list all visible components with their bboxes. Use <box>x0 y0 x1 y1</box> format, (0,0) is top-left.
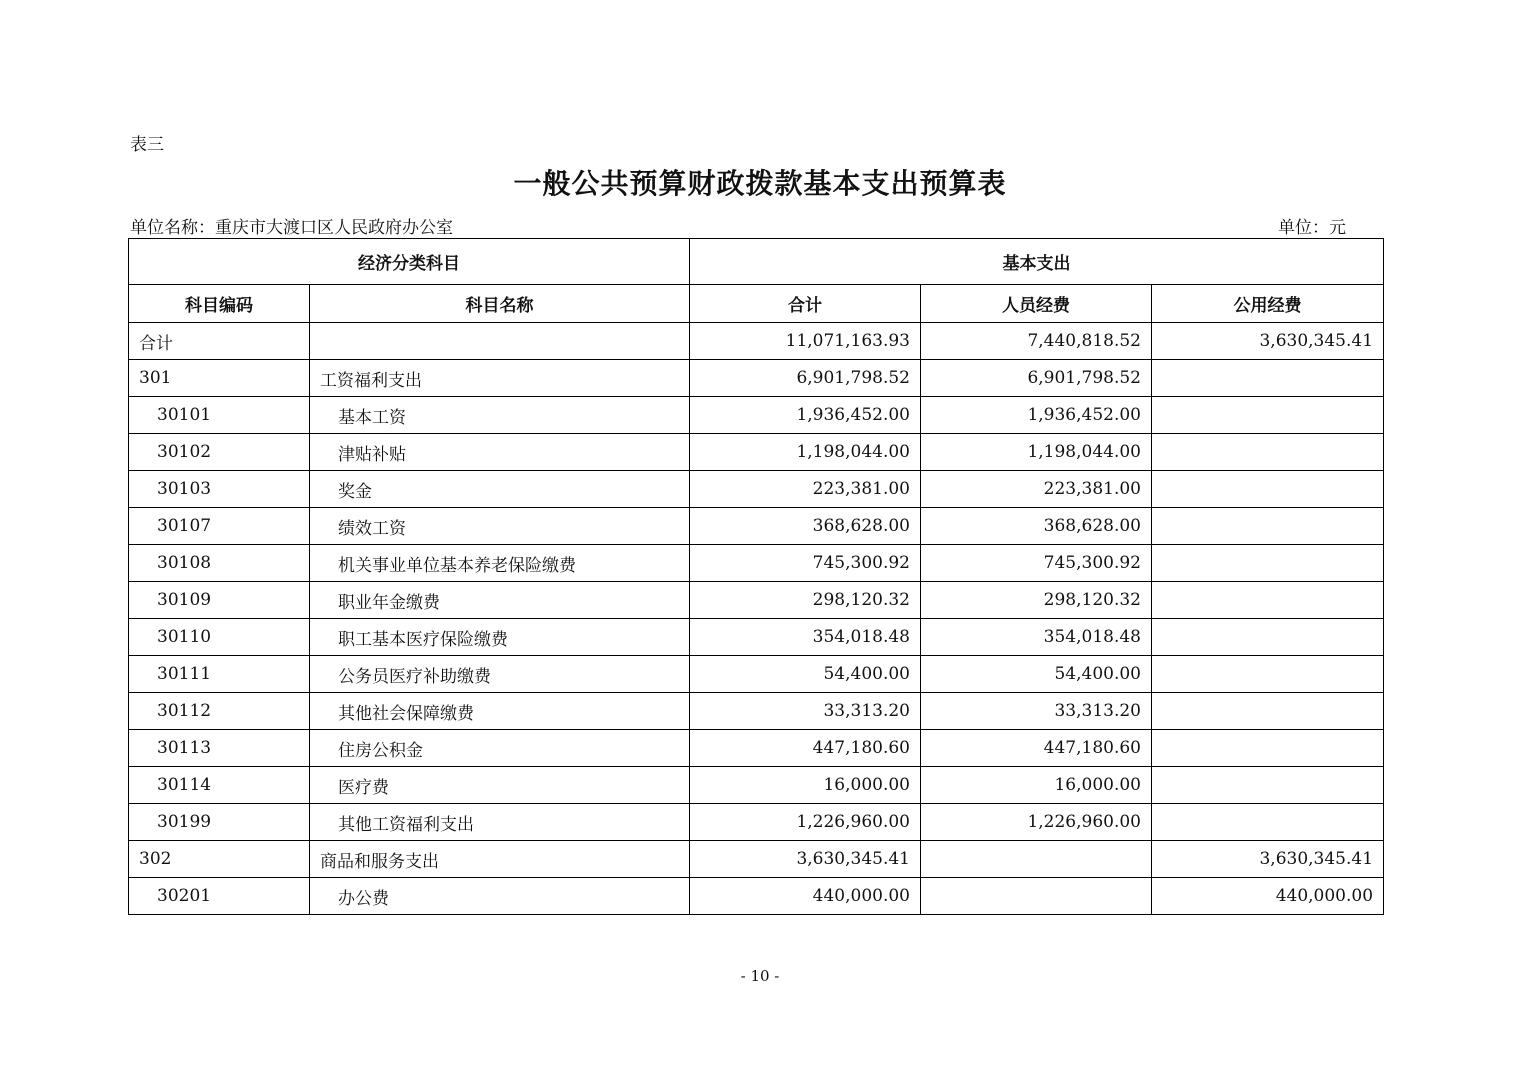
unit-name: 单位名称：重庆市大渡口区人民政府办公室 <box>130 218 453 238</box>
total-cell: 745,300.92 <box>690 545 921 582</box>
table-row <box>129 397 1384 434</box>
table-row <box>129 619 1384 656</box>
public-cell <box>1152 434 1384 471</box>
table-row <box>129 471 1384 508</box>
personnel-cell: 354,018.48 <box>921 619 1152 656</box>
name-cell: 职工基本医疗保险缴费 <box>310 619 690 656</box>
name-cell: 商品和服务支出 <box>310 841 690 878</box>
header-code: 科目编码 <box>129 285 310 323</box>
header-public: 公用经费 <box>1152 285 1384 323</box>
name-cell: 职业年金缴费 <box>310 582 690 619</box>
personnel-cell: 1,198,044.00 <box>921 434 1152 471</box>
code-cell: 301 <box>129 360 310 397</box>
public-cell <box>1152 471 1384 508</box>
total-cell: 447,180.60 <box>690 730 921 767</box>
personnel-cell: 16,000.00 <box>921 767 1152 804</box>
table-row <box>129 656 1384 693</box>
personnel-cell <box>921 841 1152 878</box>
table-row <box>129 767 1384 804</box>
personnel-cell: 298,120.32 <box>921 582 1152 619</box>
personnel-cell: 33,313.20 <box>921 693 1152 730</box>
table-label: 表三 <box>130 135 164 155</box>
code-cell: 30113 <box>129 730 310 767</box>
code-cell: 30199 <box>129 804 310 841</box>
name-cell: 奖金 <box>310 471 690 508</box>
personnel-cell: 447,180.60 <box>921 730 1152 767</box>
budget-table <box>128 238 1384 915</box>
name-cell: 办公费 <box>310 878 690 915</box>
total-cell: 1,226,960.00 <box>690 804 921 841</box>
total-cell: 6,901,798.52 <box>690 360 921 397</box>
table-row <box>129 434 1384 471</box>
public-cell <box>1152 397 1384 434</box>
total-cell: 298,120.32 <box>690 582 921 619</box>
public-cell <box>1152 582 1384 619</box>
public-cell <box>1152 767 1384 804</box>
public-cell <box>1152 693 1384 730</box>
personnel-cell: 745,300.92 <box>921 545 1152 582</box>
total-cell: 1,198,044.00 <box>690 434 921 471</box>
header-basic-expenditure: 基本支出 <box>690 239 1384 285</box>
total-cell: 354,018.48 <box>690 619 921 656</box>
table-row <box>129 545 1384 582</box>
code-cell: 302 <box>129 841 310 878</box>
total-cell: 440,000.00 <box>690 878 921 915</box>
personnel-cell: 54,400.00 <box>921 656 1152 693</box>
table-row <box>129 323 1384 360</box>
personnel-cell <box>921 878 1152 915</box>
public-cell <box>1152 360 1384 397</box>
personnel-cell: 223,381.00 <box>921 471 1152 508</box>
table-row <box>129 730 1384 767</box>
name-cell: 机关事业单位基本养老保险缴费 <box>310 545 690 582</box>
personnel-cell: 368,628.00 <box>921 508 1152 545</box>
table-row <box>129 841 1384 878</box>
header-economic-classification: 经济分类科目 <box>129 239 690 285</box>
total-cell: 54,400.00 <box>690 656 921 693</box>
code-cell: 30102 <box>129 434 310 471</box>
page-title: 一般公共预算财政拨款基本支出预算表 <box>513 167 1007 200</box>
table-row <box>129 582 1384 619</box>
total-cell: 11,071,163.93 <box>690 323 921 360</box>
currency-unit: 单位：元 <box>1278 218 1346 238</box>
header-personnel: 人员经费 <box>921 285 1152 323</box>
name-cell: 住房公积金 <box>310 730 690 767</box>
total-cell: 3,630,345.41 <box>690 841 921 878</box>
public-cell <box>1152 730 1384 767</box>
personnel-cell: 1,226,960.00 <box>921 804 1152 841</box>
name-cell: 津贴补贴 <box>310 434 690 471</box>
public-cell <box>1152 545 1384 582</box>
public-cell: 440,000.00 <box>1152 878 1384 915</box>
table-row <box>129 878 1384 915</box>
code-cell: 30107 <box>129 508 310 545</box>
table-row <box>129 508 1384 545</box>
code-cell: 合计 <box>129 323 310 360</box>
code-cell: 30103 <box>129 471 310 508</box>
total-cell: 223,381.00 <box>690 471 921 508</box>
personnel-cell: 6,901,798.52 <box>921 360 1152 397</box>
total-cell: 1,936,452.00 <box>690 397 921 434</box>
code-cell: 30108 <box>129 545 310 582</box>
name-cell <box>310 323 690 360</box>
name-cell: 工资福利支出 <box>310 360 690 397</box>
public-cell <box>1152 508 1384 545</box>
personnel-cell: 7,440,818.52 <box>921 323 1152 360</box>
code-cell: 30114 <box>129 767 310 804</box>
name-cell: 绩效工资 <box>310 508 690 545</box>
public-cell <box>1152 656 1384 693</box>
code-cell: 30110 <box>129 619 310 656</box>
personnel-cell: 1,936,452.00 <box>921 397 1152 434</box>
total-cell: 368,628.00 <box>690 508 921 545</box>
code-cell: 30101 <box>129 397 310 434</box>
page-number: - 10 - <box>740 967 780 985</box>
public-cell: 3,630,345.41 <box>1152 323 1384 360</box>
public-cell: 3,630,345.41 <box>1152 841 1384 878</box>
total-cell: 33,313.20 <box>690 693 921 730</box>
total-cell: 16,000.00 <box>690 767 921 804</box>
name-cell: 其他社会保障缴费 <box>310 693 690 730</box>
code-cell: 30111 <box>129 656 310 693</box>
name-cell: 医疗费 <box>310 767 690 804</box>
code-cell: 30201 <box>129 878 310 915</box>
table-row <box>129 360 1384 397</box>
table-row <box>129 804 1384 841</box>
public-cell <box>1152 619 1384 656</box>
code-cell: 30109 <box>129 582 310 619</box>
code-cell: 30112 <box>129 693 310 730</box>
name-cell: 其他工资福利支出 <box>310 804 690 841</box>
header-total: 合计 <box>690 285 921 323</box>
name-cell: 基本工资 <box>310 397 690 434</box>
name-cell: 公务员医疗补助缴费 <box>310 656 690 693</box>
header-name: 科目名称 <box>310 285 690 323</box>
public-cell <box>1152 804 1384 841</box>
table-row <box>129 693 1384 730</box>
